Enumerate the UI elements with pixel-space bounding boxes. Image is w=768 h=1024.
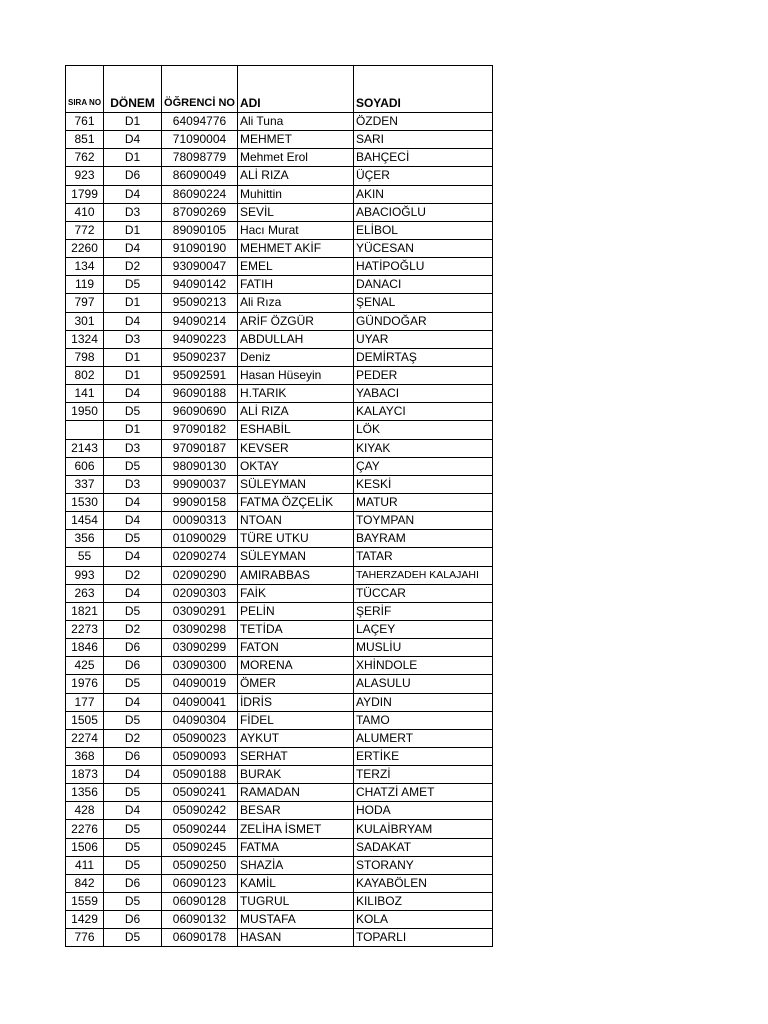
table-row <box>66 548 493 566</box>
cell-sira-no: 356 <box>66 530 104 548</box>
table-row <box>66 439 493 457</box>
cell-ogrenci-no: 04090019 <box>162 675 238 693</box>
cell-adi: ÖMER <box>237 675 353 693</box>
cell-donem: D5 <box>104 276 162 294</box>
table-row <box>66 312 493 330</box>
cell-sira-no: 263 <box>66 584 104 602</box>
cell-soyadi: KAYABÖLEN <box>353 874 492 892</box>
cell-soyadi: AYDIN <box>353 693 492 711</box>
header-donem: DÖNEM <box>104 66 162 113</box>
table-row <box>66 838 493 856</box>
cell-sira-no: 1976 <box>66 675 104 693</box>
cell-ogrenci-no: 02090290 <box>162 566 238 584</box>
cell-sira-no: 1324 <box>66 330 104 348</box>
cell-sira-no: 1505 <box>66 711 104 729</box>
cell-adi: Muhittin <box>237 185 353 203</box>
cell-ogrenci-no: 87090269 <box>162 203 238 221</box>
cell-adi: Ali Rıza <box>237 294 353 312</box>
header-soyadi: SOYADI <box>353 66 492 113</box>
cell-soyadi: CHATZİ AMET <box>353 784 492 802</box>
cell-ogrenci-no: 02090274 <box>162 548 238 566</box>
cell-sira-no: 993 <box>66 566 104 584</box>
cell-soyadi: TATAR <box>353 548 492 566</box>
table-row <box>66 149 493 167</box>
cell-donem: D2 <box>104 620 162 638</box>
cell-soyadi: ŞERİF <box>353 602 492 620</box>
cell-adi: TUGRUL <box>237 893 353 911</box>
cell-ogrenci-no: 95090213 <box>162 294 238 312</box>
cell-soyadi: SARI <box>353 131 492 149</box>
cell-ogrenci-no: 06090132 <box>162 911 238 929</box>
cell-donem: D4 <box>104 693 162 711</box>
table-row <box>66 856 493 874</box>
table-row <box>66 639 493 657</box>
cell-sira-no: 1559 <box>66 893 104 911</box>
cell-soyadi: KESKİ <box>353 475 492 493</box>
cell-donem: D5 <box>104 530 162 548</box>
cell-donem: D5 <box>104 675 162 693</box>
cell-adi: SERHAT <box>237 747 353 765</box>
cell-adi: TÜRE UTKU <box>237 530 353 548</box>
cell-ogrenci-no: 05090023 <box>162 729 238 747</box>
cell-ogrenci-no: 86090224 <box>162 185 238 203</box>
cell-ogrenci-no: 02090303 <box>162 584 238 602</box>
cell-soyadi: DEMİRTAŞ <box>353 348 492 366</box>
cell-soyadi: BAYRAM <box>353 530 492 548</box>
header-adi: ADI <box>237 66 353 113</box>
table-row <box>66 167 493 185</box>
table-row <box>66 675 493 693</box>
cell-ogrenci-no: 71090004 <box>162 131 238 149</box>
cell-soyadi: KIYAK <box>353 439 492 457</box>
cell-soyadi: BAHÇECİ <box>353 149 492 167</box>
cell-ogrenci-no: 96090690 <box>162 403 238 421</box>
cell-donem: D4 <box>104 131 162 149</box>
cell-donem: D6 <box>104 639 162 657</box>
cell-ogrenci-no: 97090187 <box>162 439 238 457</box>
table-row <box>66 421 493 439</box>
cell-sira-no: 119 <box>66 276 104 294</box>
cell-adi: EMEL <box>237 258 353 276</box>
student-table <box>65 65 493 947</box>
cell-donem: D5 <box>104 403 162 421</box>
cell-adi: MORENA <box>237 657 353 675</box>
cell-ogrenci-no: 00090313 <box>162 512 238 530</box>
cell-sira-no: 797 <box>66 294 104 312</box>
cell-adi: İDRİS <box>237 693 353 711</box>
cell-soyadi: ALUMERT <box>353 729 492 747</box>
cell-soyadi: XHİNDOLE <box>353 657 492 675</box>
table-row <box>66 747 493 765</box>
cell-donem: D3 <box>104 330 162 348</box>
table-row <box>66 784 493 802</box>
cell-adi: FİDEL <box>237 711 353 729</box>
cell-sira-no: 772 <box>66 221 104 239</box>
cell-donem: D5 <box>104 929 162 947</box>
cell-adi: ALİ RIZA <box>237 403 353 421</box>
cell-sira-no: 798 <box>66 348 104 366</box>
cell-ogrenci-no: 78098779 <box>162 149 238 167</box>
cell-adi: NTOAN <box>237 512 353 530</box>
table-row <box>66 258 493 276</box>
cell-adi: OKTAY <box>237 457 353 475</box>
cell-donem: D5 <box>104 602 162 620</box>
table-row <box>66 766 493 784</box>
cell-donem: D4 <box>104 493 162 511</box>
cell-adi: SÜLEYMAN <box>237 475 353 493</box>
table-row <box>66 385 493 403</box>
cell-sira-no: 1506 <box>66 838 104 856</box>
table-row <box>66 457 493 475</box>
cell-donem: D4 <box>104 548 162 566</box>
cell-sira-no: 1950 <box>66 403 104 421</box>
table-row <box>66 493 493 511</box>
cell-soyadi: HODA <box>353 802 492 820</box>
cell-adi: FATIH <box>237 276 353 294</box>
cell-donem: D5 <box>104 893 162 911</box>
cell-sira-no: 428 <box>66 802 104 820</box>
cell-adi: Mehmet Erol <box>237 149 353 167</box>
cell-donem: D6 <box>104 167 162 185</box>
cell-sira-no: 411 <box>66 856 104 874</box>
table-row <box>66 403 493 421</box>
cell-soyadi: DANACI <box>353 276 492 294</box>
cell-ogrenci-no: 05090241 <box>162 784 238 802</box>
cell-soyadi: AKIN <box>353 185 492 203</box>
cell-adi: MEHMET AKİF <box>237 239 353 257</box>
cell-soyadi: KOLA <box>353 911 492 929</box>
cell-donem: D3 <box>104 475 162 493</box>
cell-sira-no: 301 <box>66 312 104 330</box>
cell-soyadi: ŞENAL <box>353 294 492 312</box>
cell-sira-no: 1846 <box>66 639 104 657</box>
cell-soyadi: ALASULU <box>353 675 492 693</box>
cell-sira-no: 761 <box>66 113 104 131</box>
cell-ogrenci-no: 03090300 <box>162 657 238 675</box>
cell-soyadi: YÜCESAN <box>353 239 492 257</box>
cell-donem: D5 <box>104 784 162 802</box>
cell-soyadi: KULAİBRYAM <box>353 820 492 838</box>
cell-soyadi: ERTİKE <box>353 747 492 765</box>
table-row <box>66 221 493 239</box>
cell-donem: D1 <box>104 294 162 312</box>
cell-adi: TETİDA <box>237 620 353 638</box>
header-row <box>66 66 493 113</box>
table-row <box>66 566 493 584</box>
cell-sira-no: 2276 <box>66 820 104 838</box>
cell-adi: ALİ RIZA <box>237 167 353 185</box>
cell-donem: D5 <box>104 457 162 475</box>
cell-soyadi: KALAYCI <box>353 403 492 421</box>
cell-sira-no: 425 <box>66 657 104 675</box>
cell-adi: FATON <box>237 639 353 657</box>
cell-sira-no: 368 <box>66 747 104 765</box>
cell-adi: Deniz <box>237 348 353 366</box>
cell-adi: Ali Tuna <box>237 113 353 131</box>
cell-ogrenci-no: 05090244 <box>162 820 238 838</box>
cell-donem: D6 <box>104 911 162 929</box>
table-row <box>66 113 493 131</box>
cell-donem: D2 <box>104 566 162 584</box>
cell-ogrenci-no: 05090245 <box>162 838 238 856</box>
table-row <box>66 584 493 602</box>
cell-ogrenci-no: 05090242 <box>162 802 238 820</box>
cell-donem: D1 <box>104 221 162 239</box>
cell-donem: D1 <box>104 366 162 384</box>
cell-adi: ABDULLAH <box>237 330 353 348</box>
cell-donem: D4 <box>104 239 162 257</box>
cell-ogrenci-no: 01090029 <box>162 530 238 548</box>
table-row <box>66 820 493 838</box>
cell-adi: MUSTAFA <box>237 911 353 929</box>
cell-sira-no: 2143 <box>66 439 104 457</box>
cell-sira-no: 410 <box>66 203 104 221</box>
cell-ogrenci-no: 06090178 <box>162 929 238 947</box>
cell-adi: Hacı Murat <box>237 221 353 239</box>
cell-ogrenci-no: 97090182 <box>162 421 238 439</box>
cell-ogrenci-no: 96090188 <box>162 385 238 403</box>
cell-donem: D2 <box>104 258 162 276</box>
table-row <box>66 911 493 929</box>
cell-sira-no: 141 <box>66 385 104 403</box>
table-row <box>66 893 493 911</box>
table-row <box>66 366 493 384</box>
cell-soyadi: TAHERZADEH KALAJAHI <box>353 566 492 584</box>
table-row <box>66 693 493 711</box>
table-row <box>66 294 493 312</box>
cell-sira-no: 2260 <box>66 239 104 257</box>
cell-soyadi: ELİBOL <box>353 221 492 239</box>
cell-adi: MEHMET <box>237 131 353 149</box>
cell-ogrenci-no: 05090250 <box>162 856 238 874</box>
cell-sira-no: 134 <box>66 258 104 276</box>
cell-adi: H.TARIK <box>237 385 353 403</box>
cell-sira-no: 1454 <box>66 512 104 530</box>
header-ogrenci-no: ÖĞRENCİ NO <box>162 66 238 113</box>
cell-sira-no: 842 <box>66 874 104 892</box>
cell-soyadi: PEDER <box>353 366 492 384</box>
cell-adi: SHAZİA <box>237 856 353 874</box>
cell-adi: KEVSER <box>237 439 353 457</box>
cell-sira-no: 1356 <box>66 784 104 802</box>
cell-adi: Hasan Hüseyin <box>237 366 353 384</box>
cell-soyadi: TOPARLI <box>353 929 492 947</box>
cell-ogrenci-no: 91090190 <box>162 239 238 257</box>
cell-ogrenci-no: 03090298 <box>162 620 238 638</box>
cell-adi: ARİF ÖZGÜR <box>237 312 353 330</box>
cell-soyadi: GÜNDOĞAR <box>353 312 492 330</box>
cell-ogrenci-no: 95092591 <box>162 366 238 384</box>
header-sira-no: SIRA NO <box>66 66 104 113</box>
cell-adi: SÜLEYMAN <box>237 548 353 566</box>
cell-donem: D4 <box>104 802 162 820</box>
cell-donem: D6 <box>104 657 162 675</box>
cell-adi: ZELİHA İSMET <box>237 820 353 838</box>
cell-ogrenci-no: 94090214 <box>162 312 238 330</box>
cell-donem: D3 <box>104 203 162 221</box>
table-row <box>66 185 493 203</box>
cell-sira-no: 1821 <box>66 602 104 620</box>
cell-sira-no: 1873 <box>66 766 104 784</box>
cell-ogrenci-no: 98090130 <box>162 457 238 475</box>
cell-ogrenci-no: 86090049 <box>162 167 238 185</box>
cell-ogrenci-no: 06090128 <box>162 893 238 911</box>
cell-soyadi: TERZİ <box>353 766 492 784</box>
cell-soyadi: YABACI <box>353 385 492 403</box>
table-row <box>66 874 493 892</box>
cell-soyadi: TAMO <box>353 711 492 729</box>
table-row <box>66 512 493 530</box>
cell-soyadi: UYAR <box>353 330 492 348</box>
table-row <box>66 802 493 820</box>
cell-adi: BURAK <box>237 766 353 784</box>
cell-sira-no: 1799 <box>66 185 104 203</box>
cell-soyadi: LAÇEY <box>353 620 492 638</box>
cell-adi: RAMADAN <box>237 784 353 802</box>
cell-ogrenci-no: 99090037 <box>162 475 238 493</box>
cell-sira-no: 2274 <box>66 729 104 747</box>
cell-donem: D3 <box>104 439 162 457</box>
cell-adi: FATMA ÖZÇELİK <box>237 493 353 511</box>
table-row <box>66 330 493 348</box>
cell-donem: D5 <box>104 856 162 874</box>
table-row <box>66 620 493 638</box>
cell-sira-no: 1429 <box>66 911 104 929</box>
cell-sira-no: 776 <box>66 929 104 947</box>
cell-adi: BESAR <box>237 802 353 820</box>
cell-donem: D1 <box>104 113 162 131</box>
cell-donem: D1 <box>104 149 162 167</box>
table-row <box>66 711 493 729</box>
cell-donem: D4 <box>104 512 162 530</box>
cell-soyadi: KILIBOZ <box>353 893 492 911</box>
cell-donem: D4 <box>104 584 162 602</box>
cell-ogrenci-no: 95090237 <box>162 348 238 366</box>
cell-ogrenci-no: 03090291 <box>162 602 238 620</box>
cell-ogrenci-no: 99090158 <box>162 493 238 511</box>
cell-soyadi: MUSLİU <box>353 639 492 657</box>
cell-soyadi: ÖZDEN <box>353 113 492 131</box>
cell-adi: AYKUT <box>237 729 353 747</box>
cell-sira-no: 606 <box>66 457 104 475</box>
cell-sira-no <box>66 421 104 439</box>
cell-donem: D5 <box>104 820 162 838</box>
cell-soyadi: HATİPOĞLU <box>353 258 492 276</box>
cell-ogrenci-no: 04090041 <box>162 693 238 711</box>
cell-soyadi: SADAKAT <box>353 838 492 856</box>
cell-soyadi: STORANY <box>353 856 492 874</box>
cell-soyadi: ÇAY <box>353 457 492 475</box>
cell-sira-no: 923 <box>66 167 104 185</box>
cell-donem: D1 <box>104 348 162 366</box>
table-row <box>66 929 493 947</box>
cell-ogrenci-no: 89090105 <box>162 221 238 239</box>
cell-sira-no: 762 <box>66 149 104 167</box>
cell-donem: D4 <box>104 766 162 784</box>
table-row <box>66 131 493 149</box>
cell-adi: AMIRABBAS <box>237 566 353 584</box>
table-row <box>66 729 493 747</box>
cell-donem: D6 <box>104 747 162 765</box>
cell-adi: ESHABİL <box>237 421 353 439</box>
table-row <box>66 602 493 620</box>
cell-adi: FAİK <box>237 584 353 602</box>
cell-adi: PELİN <box>237 602 353 620</box>
cell-sira-no: 1530 <box>66 493 104 511</box>
cell-ogrenci-no: 05090093 <box>162 747 238 765</box>
cell-soyadi: TÜCCAR <box>353 584 492 602</box>
cell-soyadi: ÜÇER <box>353 167 492 185</box>
cell-ogrenci-no: 05090188 <box>162 766 238 784</box>
cell-ogrenci-no: 94090142 <box>162 276 238 294</box>
cell-sira-no: 802 <box>66 366 104 384</box>
cell-sira-no: 851 <box>66 131 104 149</box>
cell-donem: D4 <box>104 385 162 403</box>
cell-donem: D4 <box>104 312 162 330</box>
cell-sira-no: 337 <box>66 475 104 493</box>
table-row <box>66 276 493 294</box>
cell-ogrenci-no: 04090304 <box>162 711 238 729</box>
cell-ogrenci-no: 03090299 <box>162 639 238 657</box>
table-row <box>66 239 493 257</box>
cell-donem: D1 <box>104 421 162 439</box>
cell-soyadi: TOYMPAN <box>353 512 492 530</box>
cell-donem: D6 <box>104 874 162 892</box>
cell-donem: D4 <box>104 185 162 203</box>
cell-donem: D5 <box>104 711 162 729</box>
cell-sira-no: 2273 <box>66 620 104 638</box>
cell-soyadi: ABACIOĞLU <box>353 203 492 221</box>
cell-soyadi: MATUR <box>353 493 492 511</box>
cell-ogrenci-no: 93090047 <box>162 258 238 276</box>
cell-sira-no: 177 <box>66 693 104 711</box>
cell-donem: D2 <box>104 729 162 747</box>
table-row <box>66 348 493 366</box>
cell-ogrenci-no: 94090223 <box>162 330 238 348</box>
cell-adi: HASAN <box>237 929 353 947</box>
cell-adi: FATMA <box>237 838 353 856</box>
table-row <box>66 475 493 493</box>
cell-sira-no: 55 <box>66 548 104 566</box>
cell-adi: SEVİL <box>237 203 353 221</box>
cell-adi: KAMİL <box>237 874 353 892</box>
table-row <box>66 203 493 221</box>
table-row <box>66 657 493 675</box>
cell-ogrenci-no: 06090123 <box>162 874 238 892</box>
cell-donem: D5 <box>104 838 162 856</box>
table-row <box>66 530 493 548</box>
cell-soyadi: LÖK <box>353 421 492 439</box>
cell-ogrenci-no: 64094776 <box>162 113 238 131</box>
